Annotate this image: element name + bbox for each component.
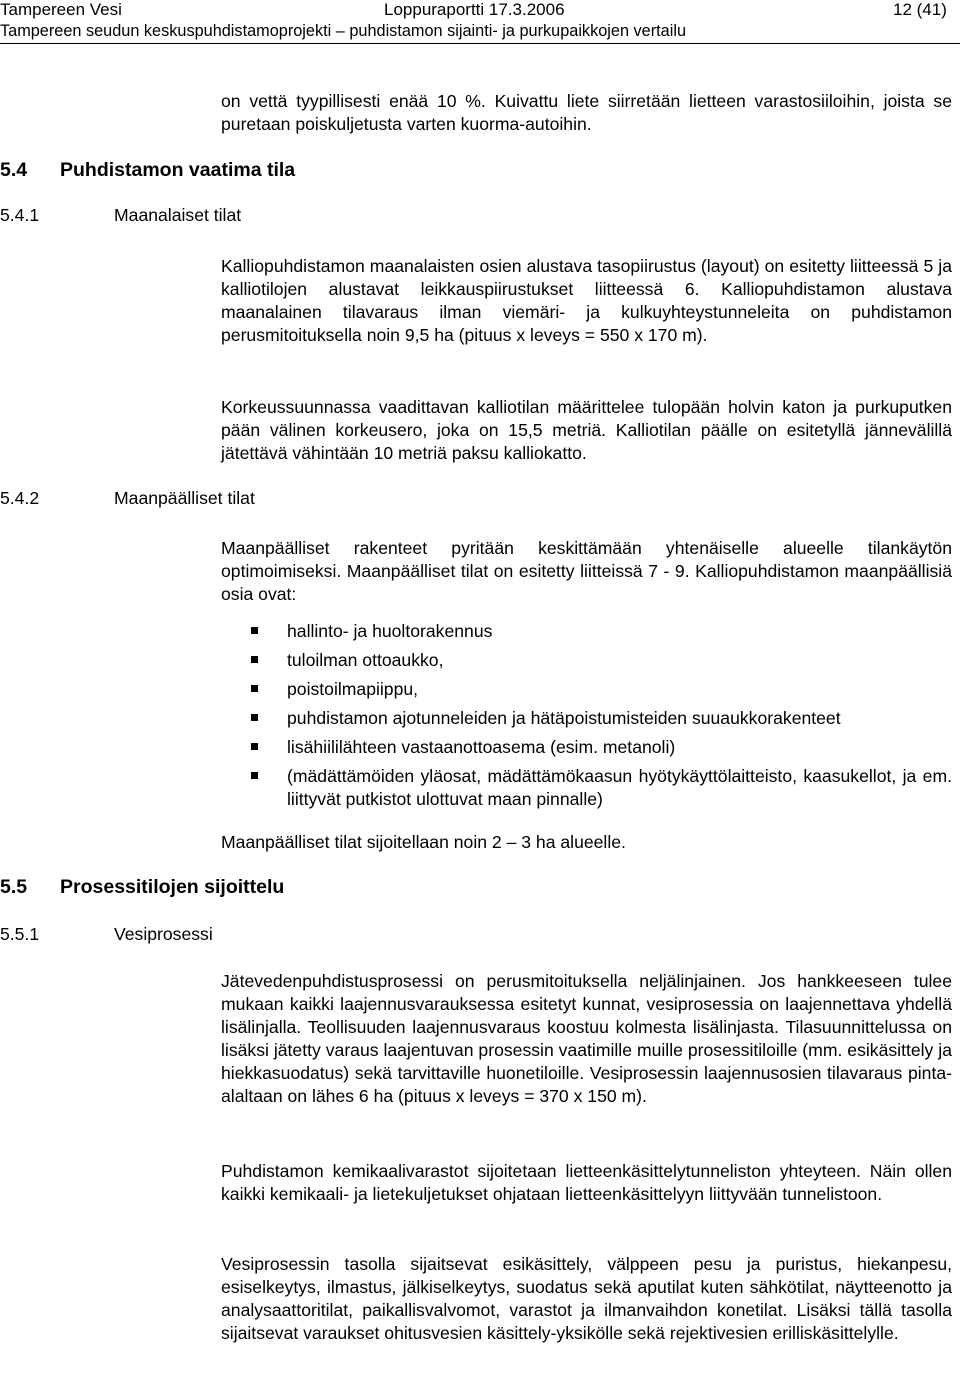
maanpaalliset-paragraph-2 bbox=[221, 831, 952, 854]
maanpaalliset-bullet-list bbox=[221, 620, 952, 811]
maanpaalliset-text-1: Maanpäälliset rakenteet pyritään keskittämään yhtenäiselle alueelle tilankäytön optimoimiseksi. Maanpäälliset tilat on esitetty liitteissä 7 - 9. Kalliopuhdistamon maanpäällisiä osia ovat: bbox=[221, 538, 952, 604]
section-number: 5.4 bbox=[0, 159, 28, 181]
header-page-number: 12 (41) bbox=[893, 0, 947, 19]
list-item: poistoilmapiippu, bbox=[221, 678, 952, 701]
bullet-square-icon bbox=[251, 656, 258, 663]
list-item: puhdistamon ajotunneleiden ja hätäpoistumisteiden suuaukkorakenteet bbox=[221, 707, 952, 730]
vesiprosessi-text-3: Vesiprosessin tasolla sijaitsevat esikäsittely, välppeen pesu ja puristus, hiekanpesu, esiselkeytys, ilmastus, jälkiselkeytys, suodatus sekä aputilat kuten sähkötilat, näytteenotto ja analysaattoritilat, paikallisvalvomot, varastot ja ilmanvaihdon konetilat. Lisäksi tällä tasolla sijaitsevat varaukset ohitusvesien käsittely-yksikölle sekä rejektivesien erilliskäsittelylle. bbox=[221, 1254, 952, 1343]
header-subtitle: Tampereen seudun keskuspuhdistamoprojekti – puhdistamon sijainti- ja purkupaikkojen vertailu bbox=[0, 22, 687, 40]
maanalaiset-text-1: Kalliopuhdistamon maanalaisten osien alustava tasopiirustus (layout) on esitetty liitteessä 5 ja kalliotilojen alustavat leikkauspiirustukset liitteessä 6. Kalliopuhdistamon alustava maanalainen tilavaraus ilman viemäri- ja kulkuyhteystunneleita on puhdistamon perusmitoituksella noin 9,5 ha (pituus x leveys = 550 x 170 m). bbox=[221, 256, 952, 345]
section-number: 5.5 bbox=[0, 876, 28, 898]
header-divider bbox=[0, 43, 960, 44]
vesiprosessi-paragraph-2 bbox=[221, 1160, 952, 1206]
bullet-square-icon bbox=[251, 714, 258, 721]
maanpaalliset-paragraph-1 bbox=[221, 537, 952, 606]
list-item: hallinto- ja huoltorakennus bbox=[221, 620, 952, 643]
maanalaiset-text-2: Korkeussuunnassa vaadittavan kalliotilan määrittelee tulopään holvin katon ja purkuputken pään välinen korkeusero, joka on 15,5 metriä. Kalliotilan päälle on esitetyllä jännevälillä jätettävä vähintään 10 metriä paksu kalliokatto. bbox=[221, 397, 952, 463]
maanalaiset-paragraph-2 bbox=[221, 396, 952, 465]
intro-text: on vettä tyypillisesti enää 10 %. Kuivattu liete siirretään lietteen varastosiiloihin, joista se puretaan poiskuljetusta varten kuorma-autoihin. bbox=[221, 91, 952, 134]
section-title: Puhdistamon vaatima tila bbox=[60, 159, 296, 181]
vesiprosessi-text-1: Jätevedenpuhdistusprosessi on perusmitoituksella neljälinjainen. Jos hankkeeseen tulee mukaan kaikki laajennusvarauksessa esitetyt kunnat, vesiprosessia on laajennettava yhdellä lisälinjalla. Teollisuuden laajennusvaraus koostuu kolmesta lisälinjasta. Tilasuunnittelussa on lisäksi jätetty varaus laajentuvan prosessin vaatimille muille prosessitiloille (mm. esikäsittely ja hiekkasuodatus) sekä tarvittaville huonetiloille. Vesiprosessin laajennusosien tilavaraus pinta-alaltaan on lähes 6 ha (pituus x leveys = 370 x 150 m). bbox=[221, 971, 952, 1106]
section-number: 5.4.2 bbox=[0, 488, 40, 508]
section-number: 5.5.1 bbox=[0, 924, 40, 944]
bullet-square-icon bbox=[251, 772, 258, 779]
list-item: tuloilman ottoaukko, bbox=[221, 649, 952, 672]
vesiprosessi-paragraph-1 bbox=[221, 970, 952, 1108]
section-heading-5-5-1 bbox=[0, 924, 213, 945]
section-heading-5-4 bbox=[0, 159, 295, 182]
bullet-square-icon bbox=[251, 627, 258, 634]
vesiprosessi-paragraph-3 bbox=[221, 1253, 952, 1345]
bullet-square-icon bbox=[251, 743, 258, 750]
list-item: (mädättämöiden yläosat, mädättämökaasun hyötykäyttölaitteisto, kaasukellot, ja em. liittyvät putkistot ulottuvat maan pinnalle) bbox=[221, 765, 952, 811]
section-number: 5.4.1 bbox=[0, 205, 40, 225]
maanalaiset-paragraph-1 bbox=[221, 255, 952, 347]
section-title: Vesiprosessi bbox=[114, 924, 213, 944]
section-title: Prosessitilojen sijoittelu bbox=[60, 876, 285, 898]
header-report: Loppuraportti 17.3.2006 bbox=[384, 0, 565, 19]
list-item: lisähiililähteen vastaanottoasema (esim. metanoli) bbox=[221, 736, 952, 759]
section-heading-5-4-1 bbox=[0, 205, 241, 226]
bullet-square-icon bbox=[251, 685, 258, 692]
section-heading-5-4-2 bbox=[0, 488, 255, 509]
maanpaalliset-text-2: Maanpäälliset tilat sijoitellaan noin 2 – 3 ha alueelle. bbox=[221, 832, 626, 852]
vesiprosessi-text-2: Puhdistamon kemikaalivarastot sijoitetaan lietteenkäsittelytunneliston yhteyteen. Näin ollen kaikki kemikaali- ja lietekuljetukset ohjataan lietteenkäsittelyyn liittyvään tunnelistoon. bbox=[221, 1161, 952, 1204]
section-heading-5-5 bbox=[0, 876, 284, 899]
section-title: Maanpäälliset tilat bbox=[114, 488, 255, 508]
section-title: Maanalaiset tilat bbox=[114, 205, 242, 225]
intro-paragraph bbox=[221, 90, 952, 136]
header-org: Tampereen Vesi bbox=[0, 0, 122, 19]
